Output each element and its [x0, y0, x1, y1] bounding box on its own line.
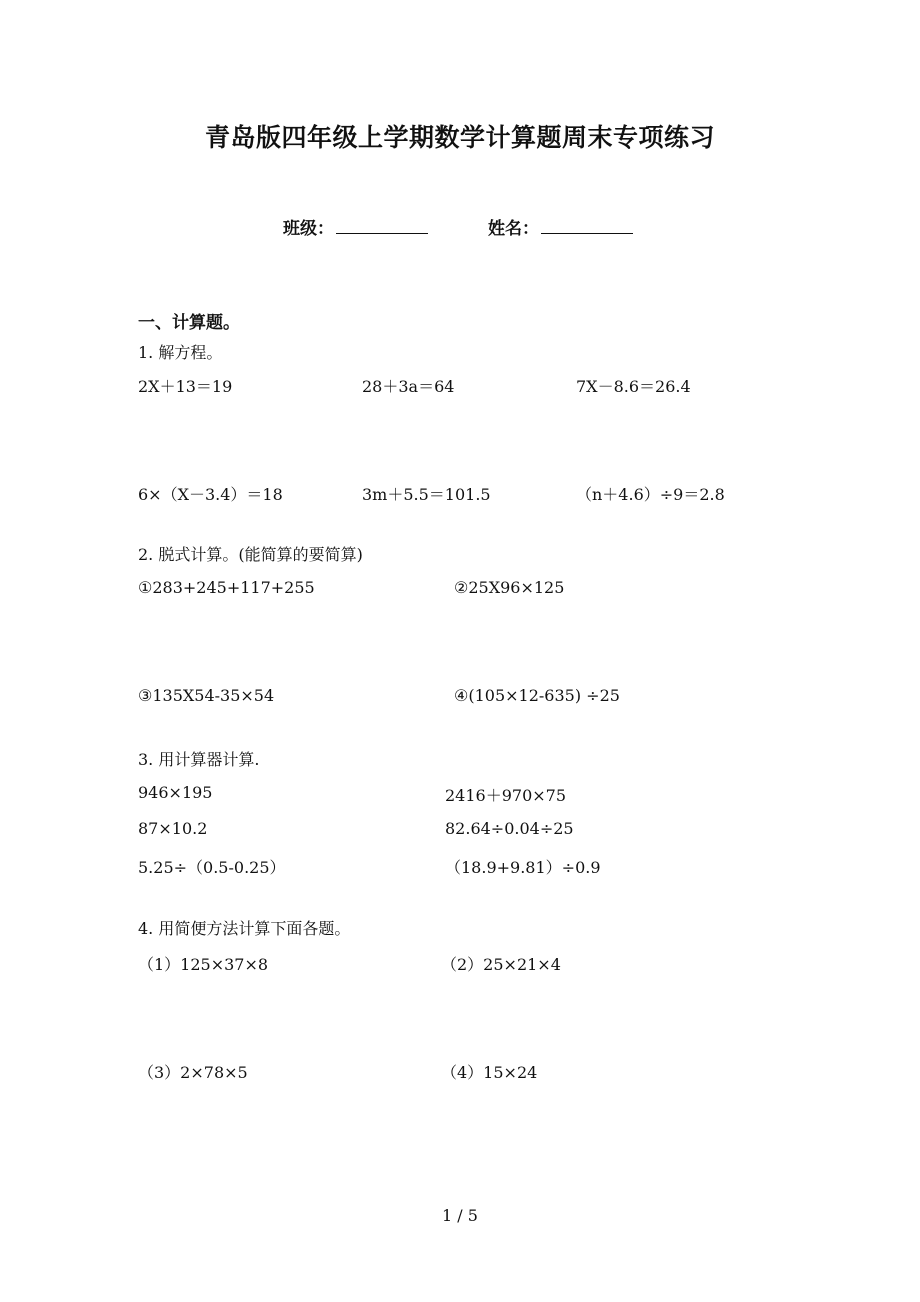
problem-item: 7X－8.6＝26.4: [576, 377, 691, 396]
problem-item: （1）125×37×8: [138, 955, 269, 974]
problem-item: （4）15×24: [441, 1063, 538, 1082]
name-field: [488, 214, 633, 239]
problem-item: （n＋4.6）÷9＝2.8: [576, 485, 725, 504]
question-heading: 3. 用计算器计算.: [138, 750, 260, 769]
question-heading: 4. 用简便方法计算下面各题。: [138, 919, 351, 938]
problem-item: 28＋3a＝64: [362, 377, 455, 396]
problem-item: （3）2×78×5: [138, 1063, 248, 1082]
problem-item: ②25X96×125: [454, 578, 565, 597]
question-heading: 1. 解方程。: [138, 343, 223, 362]
problem-item: ①283+245+117+255: [138, 578, 315, 597]
problem-item: 82.64÷0.04÷25: [445, 819, 574, 838]
class-field: [283, 214, 428, 239]
problem-item: ④(105×12-635) ÷25: [454, 686, 620, 705]
page-number: 1 / 5: [442, 1206, 478, 1225]
name-blank[interactable]: [541, 217, 633, 234]
problem-item: 3m＋5.5＝101.5: [362, 485, 491, 504]
page-title: 青岛版四年级上学期数学计算题周末专项练习: [204, 123, 715, 152]
problem-item: 6×（X－3.4）＝18: [138, 485, 283, 504]
name-label: 姓名：: [488, 219, 539, 239]
section-heading: 一、计算题。: [138, 313, 240, 333]
problem-item: 87×10.2: [138, 819, 208, 838]
problem-item: （18.9+9.81）÷0.9: [445, 858, 601, 877]
problem-item: 946×195: [138, 783, 213, 802]
problem-item: 2416＋970×75: [445, 786, 567, 805]
problem-item: 2X＋13＝19: [138, 377, 233, 396]
problem-item: 5.25÷（0.5-0.25）: [138, 858, 286, 877]
class-blank[interactable]: [336, 217, 428, 234]
question-heading: 2. 脱式计算。(能简算的要简算): [138, 545, 363, 564]
class-label: 班级：: [283, 219, 334, 239]
problem-item: （2）25×21×4: [441, 955, 561, 974]
problem-item: ③135X54-35×54: [138, 686, 275, 705]
